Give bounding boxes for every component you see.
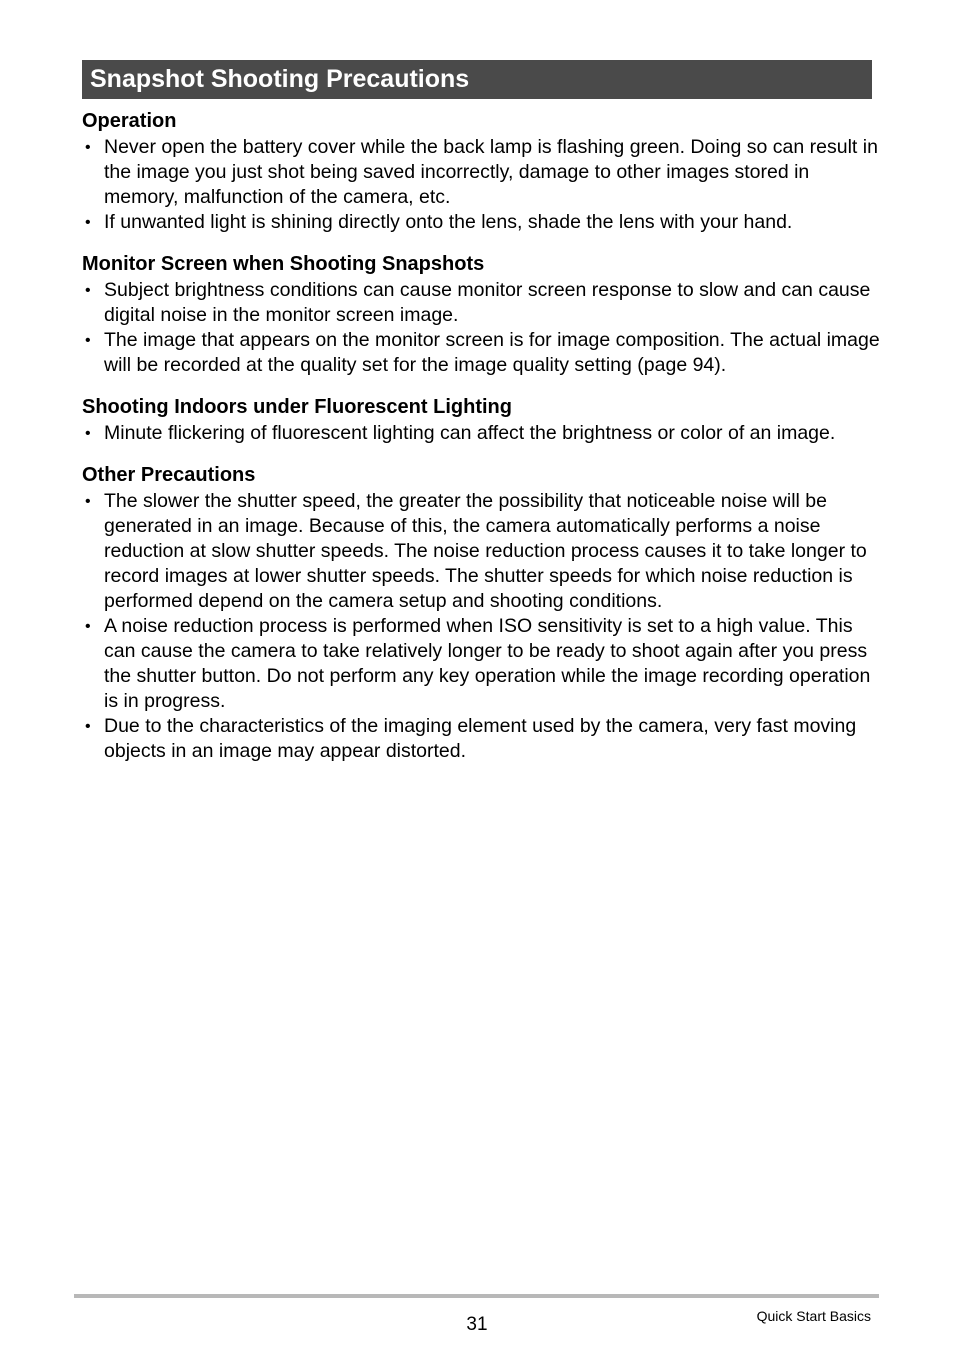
bullet-icon: •: [85, 493, 91, 510]
list-item-text: If unwanted light is shining directly onto the lens, shade the lens with your hand.: [104, 211, 793, 233]
page-title-bar: [82, 60, 872, 99]
list-item: [82, 210, 882, 235]
list-item-text: Subject brightness conditions can cause monitor screen response to slow and can cause digital noise in the monitor screen image.: [104, 279, 871, 326]
bullet-icon: •: [85, 139, 91, 156]
page-number: 31: [466, 1314, 488, 1335]
list-item: [82, 489, 882, 614]
list-item-text: Due to the characteristics of the imaging element used by the camera, very fast moving objects in an image may appear distorted.: [104, 715, 857, 762]
list-item-text: Never open the battery cover while the back lamp is flashing green. Doing so can result in the image you just shot being saved incorrectly, damage to other images stored in memory, malfunction of the camera, etc.: [104, 136, 878, 208]
page-title: Snapshot Shooting Precautions: [90, 65, 470, 93]
list-item: [82, 714, 882, 764]
section-other-precautions: [82, 461, 882, 764]
bullet-list: [82, 278, 882, 378]
bullet-icon: •: [85, 425, 91, 442]
list-item: [82, 278, 882, 328]
bullet-list: [82, 421, 882, 446]
section-fluorescent-lighting: [82, 393, 882, 446]
section-operation: [82, 107, 882, 235]
list-item: [82, 328, 882, 378]
section-heading: Operation: [82, 110, 177, 132]
footer-section-label: Quick Start Basics: [756, 1308, 871, 1324]
bullet-icon: •: [85, 282, 91, 299]
section-heading: Shooting Indoors under Fluorescent Lighting: [82, 396, 512, 418]
footer-divider: [74, 1294, 879, 1298]
bullet-icon: •: [85, 718, 91, 735]
section-heading: Other Precautions: [82, 464, 256, 486]
bullet-icon: •: [85, 618, 91, 635]
list-item-text: The image that appears on the monitor screen is for image composition. The actual image will be recorded at the quality set for the image quality setting (page 94).: [104, 329, 880, 376]
list-item: [82, 135, 882, 210]
content: [82, 107, 882, 764]
bullet-icon: •: [85, 332, 91, 349]
section-heading: Monitor Screen when Shooting Snapshots: [82, 253, 485, 275]
bullet-list: [82, 489, 882, 764]
section-monitor-screen: [82, 250, 882, 378]
bullet-icon: •: [85, 214, 91, 231]
list-item-text: Minute flickering of fluorescent lighting can affect the brightness or color of an image.: [104, 422, 836, 444]
list-item-text: The slower the shutter speed, the greater the possibility that noticeable noise will be generated in an image. Because of this, the camera automatically performs a noise reduction at slow shutter speeds. The noise reduction process causes it to take longer to record images at lower shutter speeds. The shutter speeds for which noise reduction is performed depend on the camera setup and shooting conditions.: [104, 490, 867, 612]
bullet-list: [82, 135, 882, 235]
list-item: [82, 614, 882, 714]
list-item-text: A noise reduction process is performed when ISO sensitivity is set to a high value. This can cause the camera to take relatively longer to be ready to shoot again after you press the shutter button. Do not perform any key operation while the image recording operation is in progress.: [104, 615, 871, 712]
list-item: [82, 421, 882, 446]
